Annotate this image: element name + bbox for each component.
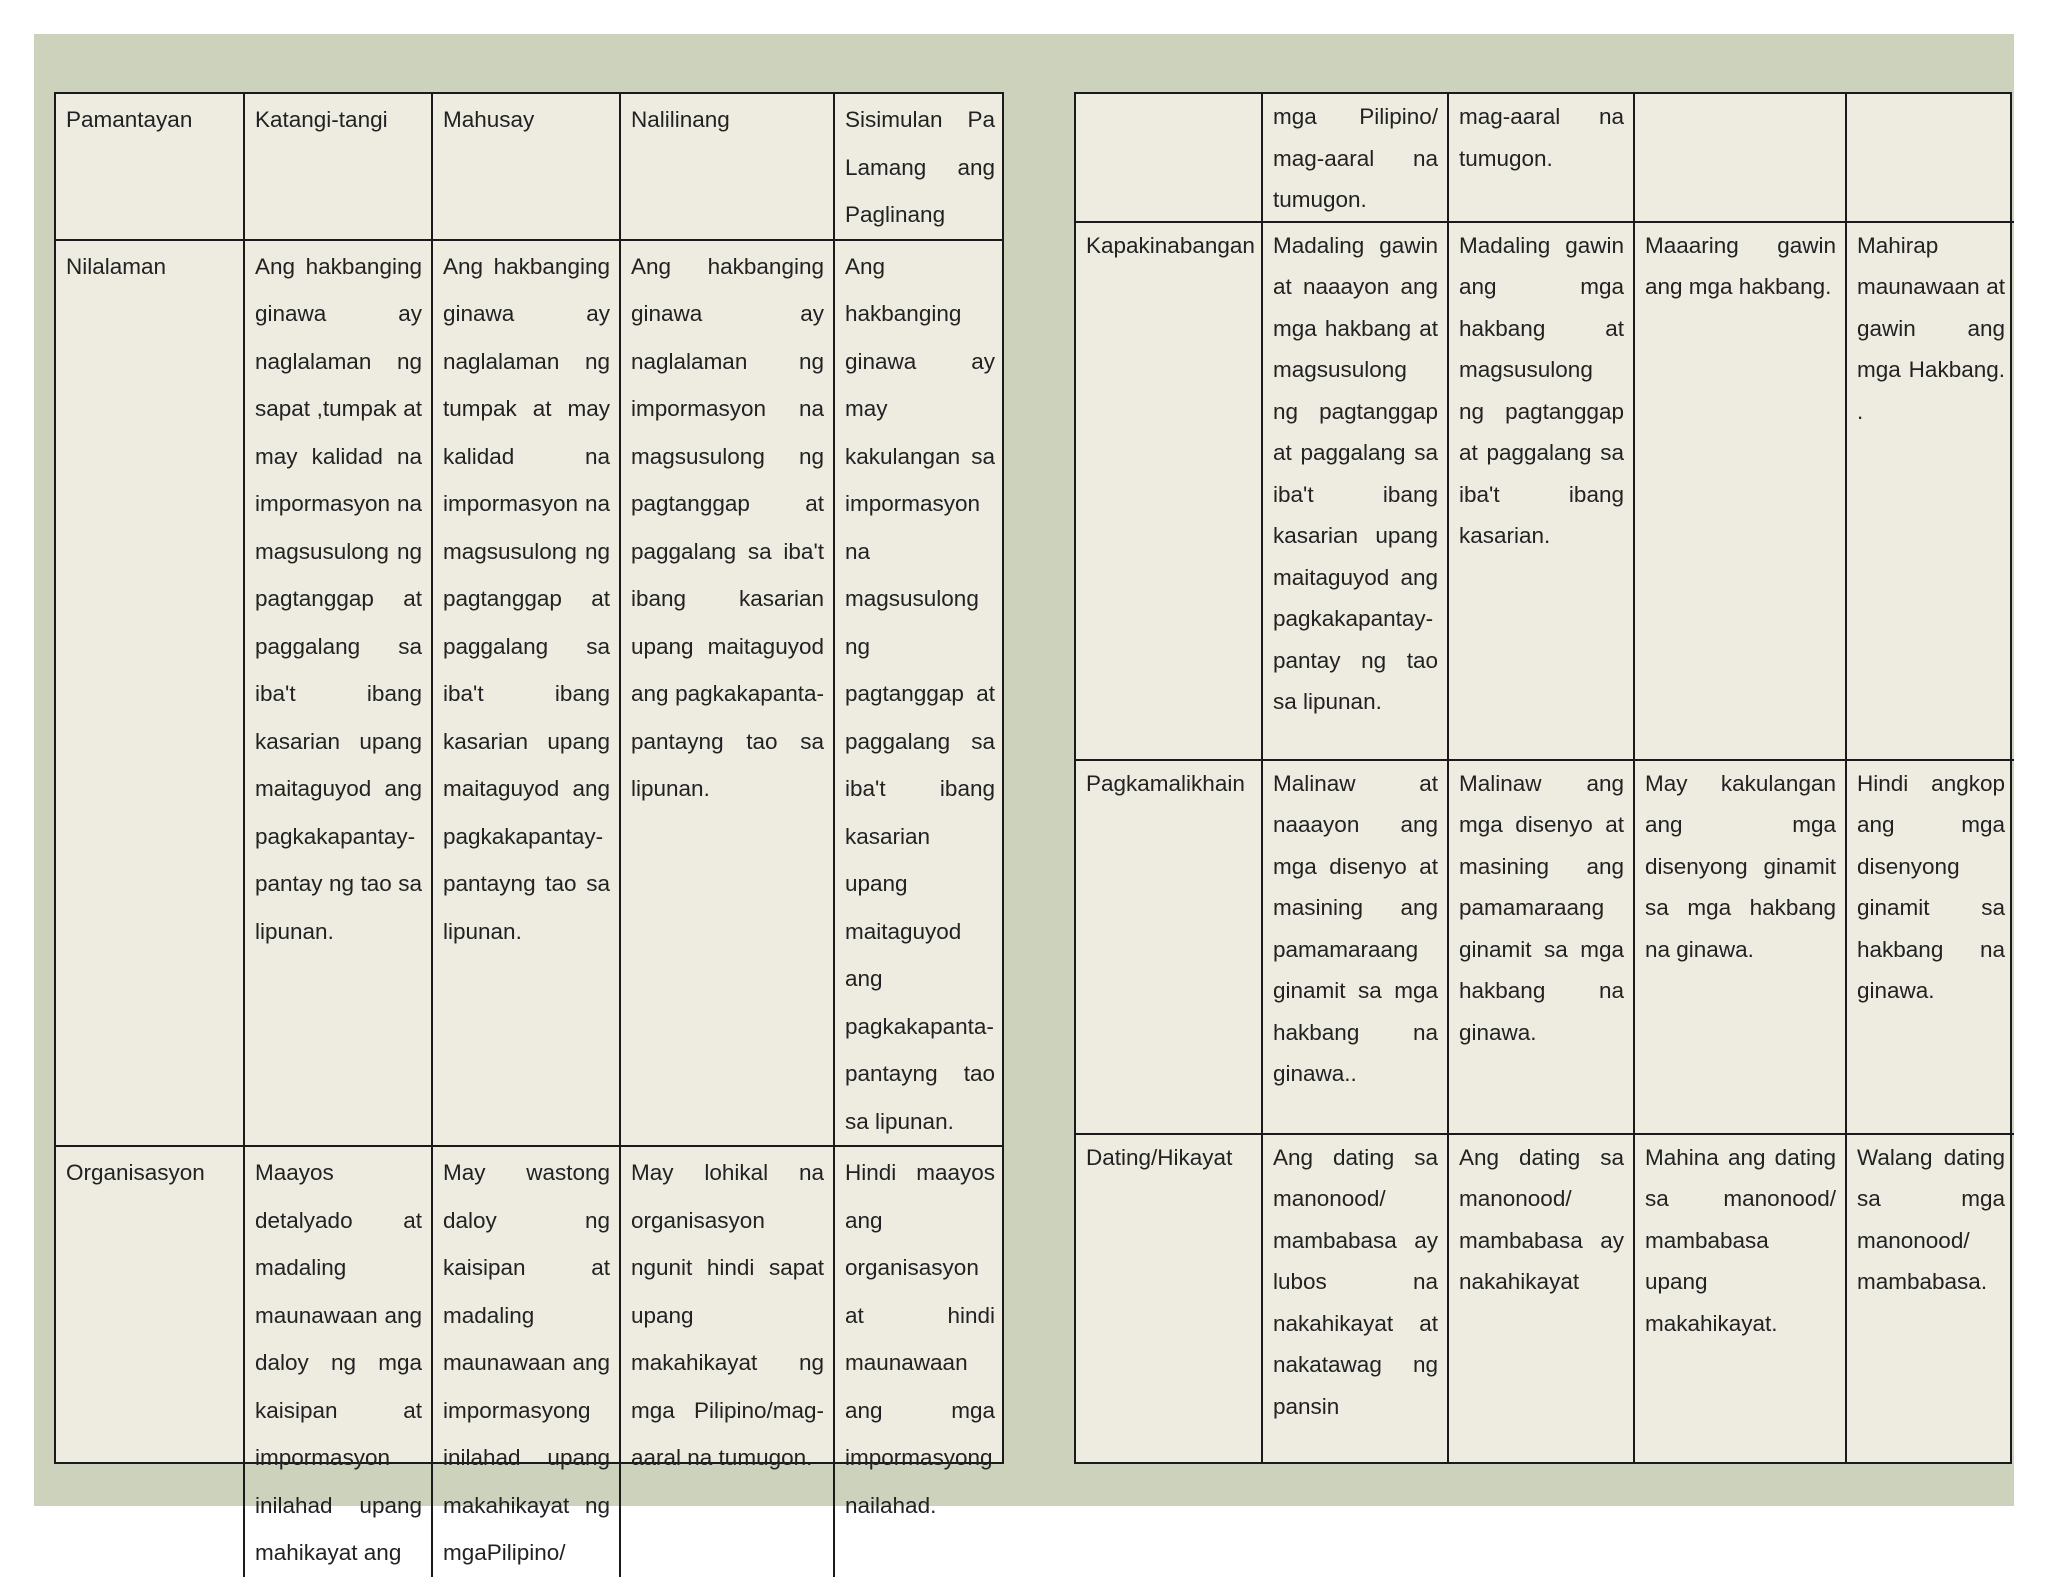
rubric-cell: [1634, 94, 1846, 222]
rubric-cell: Ang dating sa manonood/ mambabasa ay lubos na nakahikayat at nakatawag ng pansin: [1262, 1134, 1448, 1463]
table-row: [56, 240, 1004, 1147]
rubric-cell: Malinaw ang mga disenyo at masining ang pamamaraang ginamit sa mga hakbang na ginawa.: [1448, 760, 1634, 1134]
rubric-cell: Maaaring gawin ang mga hakbang.: [1634, 222, 1846, 760]
rubric-cell: Mahirap maunawaan at gawin ang mga Hakbang. .: [1846, 222, 2014, 760]
slide-frame: [34, 34, 2014, 1565]
rubric-cell: [1846, 94, 2014, 222]
criteria-cell: Kapakinabangan: [1076, 222, 1262, 760]
rubric-cell: May wastong daloy ng kaisipan at madaling maunawaan ang impormasyong inilahad upang makahikayat ng mgaPilipino/: [432, 1146, 620, 1577]
rubric-cell: Hindi angkop ang mga disenyong ginamit sa hakbang na ginawa.: [1846, 760, 2014, 1134]
rubric-cell: Walang dating sa mga manonood/ mambabasa.: [1846, 1134, 2014, 1463]
rubric-cell: Ang dating sa manonood/ mambabasa ay nakahikayat: [1448, 1134, 1634, 1463]
rubric-cell: Ang hakbanging ginawa ay naglalaman ng tumpak at may kalidad na impormasyon na magsusulong ng pagtanggap at paggalang sa iba't ibang kasarian upang maitaguyod ang pagkakapantay-pantayng tao sa lipunan.: [432, 240, 620, 1147]
rubric-cell: mga Pilipino/ mag-aaral na tumugon.: [1262, 94, 1448, 222]
rubric-cell: May lohikal na organisasyon ngunit hindi sapat upang makahikayat ng mga Pilipino/mag-aaral na tumugon.: [620, 1146, 834, 1577]
rubric-cell: mag-aaral na tumugon.: [1448, 94, 1634, 222]
rubric-cell: Mahina ang dating sa manonood/ mambabasa upang makahikayat.: [1634, 1134, 1846, 1463]
rubric-cell: Ang hakbanging ginawa ay naglalaman ng sapat ,tumpak at may kalidad na impormasyon na magsusulong ng pagtanggap at paggalang sa iba't ibang kasarian upang maitaguyod ang pagkakapantay-pantay ng tao sa lipunan.: [244, 240, 432, 1147]
table-row: [1076, 1134, 2014, 1463]
criteria-cell: Pagkamalikhain: [1076, 760, 1262, 1134]
header-cell-level: Mahusay: [432, 94, 620, 240]
rubric-table-right: [1076, 94, 2014, 1462]
header-cell-level: Sisimulan Pa Lamang ang Paglinang: [834, 94, 1004, 240]
rubric-cell: Ang hakbanging ginawa ay may kakulangan sa impormasyon na magsusulong ng pagtanggap at paggalang sa iba't ibang kasarian upang maitaguyod ang pagkakapanta-pantayng tao sa lipunan.: [834, 240, 1004, 1147]
rubric-cell: Madaling gawin ang mga hakbang at magsusulong ng pagtanggap at paggalang sa iba't ibang kasarian.: [1448, 222, 1634, 760]
criteria-cell: [1076, 94, 1262, 222]
rubric-page-left: [54, 92, 1004, 1565]
rubric-cell: Madaling gawin at naaayon ang mga hakbang at magsusulong ng pagtanggap at paggalang sa iba't ibang kasarian upang maitaguyod ang pagkakapantay-pantay ng tao sa lipunan.: [1262, 222, 1448, 760]
rubric-cell: May kakulangan ang mga disenyong ginamit sa mga hakbang na ginawa.: [1634, 760, 1846, 1134]
rubric-page-right: [1074, 92, 2012, 1464]
header-cell-level: Katangi-tangi: [244, 94, 432, 240]
rubric-cell: Maayos detalyado at madaling maunawaan ang daloy ng mga kaisipan at impormasyon inilahad upang mahikayat ang: [244, 1146, 432, 1577]
criteria-cell: Organisasyon: [56, 1146, 244, 1577]
criteria-cell: Dating/Hikayat: [1076, 1134, 1262, 1463]
table-row: [56, 1146, 1004, 1577]
table-row: [1076, 760, 2014, 1134]
rubric-cell: Hindi maayos ang organisasyon at hindi maunawaan ang mga impormasyong nailahad.: [834, 1146, 1004, 1577]
rubric-cell: Malinaw at naaayon ang mga disenyo at masining ang pamamaraang ginamit sa mga hakbang na ginawa..: [1262, 760, 1448, 1134]
header-cell-criteria: Pamantayan: [56, 94, 244, 240]
table-row: [1076, 222, 2014, 760]
header-cell-level: Nalilinang: [620, 94, 834, 240]
table-row: [56, 94, 1004, 240]
rubric-table-left: [56, 94, 1004, 1577]
table-row: [1076, 94, 2014, 222]
criteria-cell: Nilalaman: [56, 240, 244, 1147]
rubric-cell: Ang hakbanging ginawa ay naglalaman ng impormasyon na magsusulong ng pagtanggap at paggalang sa iba't ibang kasarian upang maitaguyod ang pagkakapanta-pantayng tao sa lipunan.: [620, 240, 834, 1147]
